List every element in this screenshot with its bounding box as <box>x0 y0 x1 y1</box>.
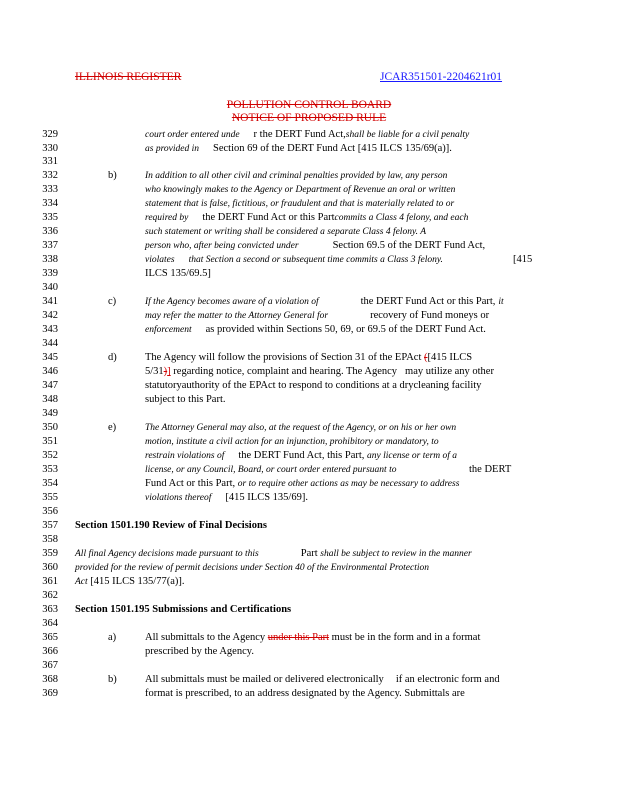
line-number: 335 <box>42 212 58 223</box>
text-line: format is prescribed, to an address designated by the Agency. Submittals are <box>145 688 465 699</box>
text-line: [415 <box>513 254 533 265</box>
line-number: 358 <box>42 534 58 545</box>
line-number: 365 <box>42 632 58 643</box>
line-number: 344 <box>42 338 58 349</box>
line-number: 354 <box>42 478 58 489</box>
text-line: court order entered unde r the DERT Fund Act,shall be liable for a civil penalty <box>145 129 470 140</box>
text-line: such statement or writing shall be considered a separate Class 4 felony. A <box>145 227 427 237</box>
line-number: 332 <box>42 170 58 181</box>
text-line: violations thereof [415 ILCS 135/69]. <box>145 492 308 503</box>
text-line: provided for the review of permit decisions under Section 40 of the Environmental Protection <box>75 563 429 573</box>
section-heading: Section 1501.195 Submissions and Certifications <box>75 604 292 615</box>
line-number: 356 <box>42 506 58 517</box>
line-number: 369 <box>42 688 58 699</box>
board-title: POLLUTION CONTROL BOARD <box>226 99 392 111</box>
subsection-marker: c) <box>108 296 117 307</box>
text-line: enforcement as provided within Sections 50, 69, or 69.5 of the DERT Fund Act. <box>145 324 486 335</box>
line-number: 364 <box>42 618 58 629</box>
line-number: 347 <box>42 380 58 391</box>
line-number: 336 <box>42 226 58 237</box>
line-number: 338 <box>42 254 58 265</box>
line-number: 337 <box>42 240 58 251</box>
line-number: 342 <box>42 310 58 321</box>
line-number: 331 <box>42 156 58 167</box>
line-number: 361 <box>42 576 58 587</box>
line-number: 348 <box>42 394 58 405</box>
line-number: 340 <box>42 282 58 293</box>
text-line: The Attorney General may also, at the request of the Agency, or on his or her own <box>145 423 457 433</box>
text-line: the DERT <box>469 464 512 475</box>
line-number: 362 <box>42 590 58 601</box>
line-number: 345 <box>42 352 58 363</box>
text-line: subject to this Part. <box>145 394 226 405</box>
text-line: All submittals must be mailed or delivered electronically if an electronic form and <box>145 674 500 685</box>
line-number: 349 <box>42 408 58 419</box>
line-number: 363 <box>42 604 58 615</box>
text-line: ILCS 135/69.5] <box>145 268 211 279</box>
subsection-marker: b) <box>108 674 117 685</box>
line-number: 367 <box>42 660 58 671</box>
line-number: 350 <box>42 422 58 433</box>
text-line: All final Agency decisions made pursuant to this Part shall be subject to review in the manner <box>75 548 472 559</box>
notice-title: NOTICE OF PROPOSED RULE <box>231 112 387 124</box>
line-number: 346 <box>42 366 58 377</box>
text-line: statement that is false, fictitious, or fraudulent and that is materially related to or <box>145 199 455 209</box>
line-number: 357 <box>42 520 58 531</box>
text-line: The Agency will follow the provisions of Section 31 of the EPAct ([415 ILCS <box>145 352 473 363</box>
line-number: 339 <box>42 268 58 279</box>
text-line: license, or any Council, Board, or court order entered pursuant to <box>145 465 397 475</box>
text-line: who knowingly makes to the Agency or Department of Revenue an oral or written <box>145 185 456 195</box>
text-line: Act [415 ILCS 135/77(a)]. <box>75 576 185 587</box>
line-number: 360 <box>42 562 58 573</box>
subsection-marker: a) <box>108 632 117 643</box>
section-heading: Section 1501.190 Review of Final Decisions <box>75 520 267 531</box>
line-number: 368 <box>42 674 58 685</box>
subsection-marker: e) <box>108 422 117 433</box>
text-line: motion, institute a civil action for an injunction, prohibitory or mandatory, to <box>145 437 439 447</box>
text-line: 5/31)] regarding notice, complaint and hearing. The Agency may utilize any other <box>145 366 494 377</box>
subsection-marker: d) <box>108 352 117 363</box>
text-line: All submittals to the Agency under this Part must be in the form and in a format <box>145 632 481 643</box>
line-number: 330 <box>42 143 58 154</box>
line-number: 353 <box>42 464 58 475</box>
jcar-code-link[interactable]: JCAR351501-2204621r01 <box>380 71 503 83</box>
text-line: prescribed by the Agency. <box>145 646 254 657</box>
line-number: 359 <box>42 548 58 559</box>
line-number: 366 <box>42 646 58 657</box>
subsection-marker: b) <box>108 170 117 181</box>
text-line: violates that Section a second or subsequent time commits a Class 3 felony. <box>145 255 443 265</box>
line-number: 334 <box>42 198 58 209</box>
line-number: 343 <box>42 324 58 335</box>
text-line: restrain violations of the DERT Fund Act, this Part, any license or term of a <box>145 450 458 461</box>
line-number: 329 <box>42 129 58 140</box>
line-number: 341 <box>42 296 58 307</box>
line-number: 333 <box>42 184 58 195</box>
text-line: required by the DERT Fund Act or this Partcommits a Class 4 felony, and each <box>145 212 469 223</box>
line-number: 355 <box>42 492 58 503</box>
text-line: statutoryauthority of the EPAct to respond to conditions at a drycleaning facility <box>145 380 482 391</box>
text-line: Fund Act or this Part, or to require other actions as may be necessary to address <box>145 478 460 489</box>
text-line: In addition to all other civil and criminal penalties provided by law, any person <box>145 171 448 181</box>
text-line: If the Agency becomes aware of a violation of the DERT Fund Act or this Part, it <box>145 296 504 307</box>
line-number: 351 <box>42 436 58 447</box>
text-line: as provided in Section 69 of the DERT Fund Act [415 ILCS 135/69(a)]. <box>145 143 452 154</box>
line-number: 352 <box>42 450 58 461</box>
register-header: ILLINOIS REGISTER <box>75 71 182 83</box>
text-line: may refer the matter to the Attorney General for recovery of Fund moneys or <box>145 310 490 321</box>
text-line: person who, after being convicted under Section 69.5 of the DERT Fund Act, <box>145 240 486 251</box>
